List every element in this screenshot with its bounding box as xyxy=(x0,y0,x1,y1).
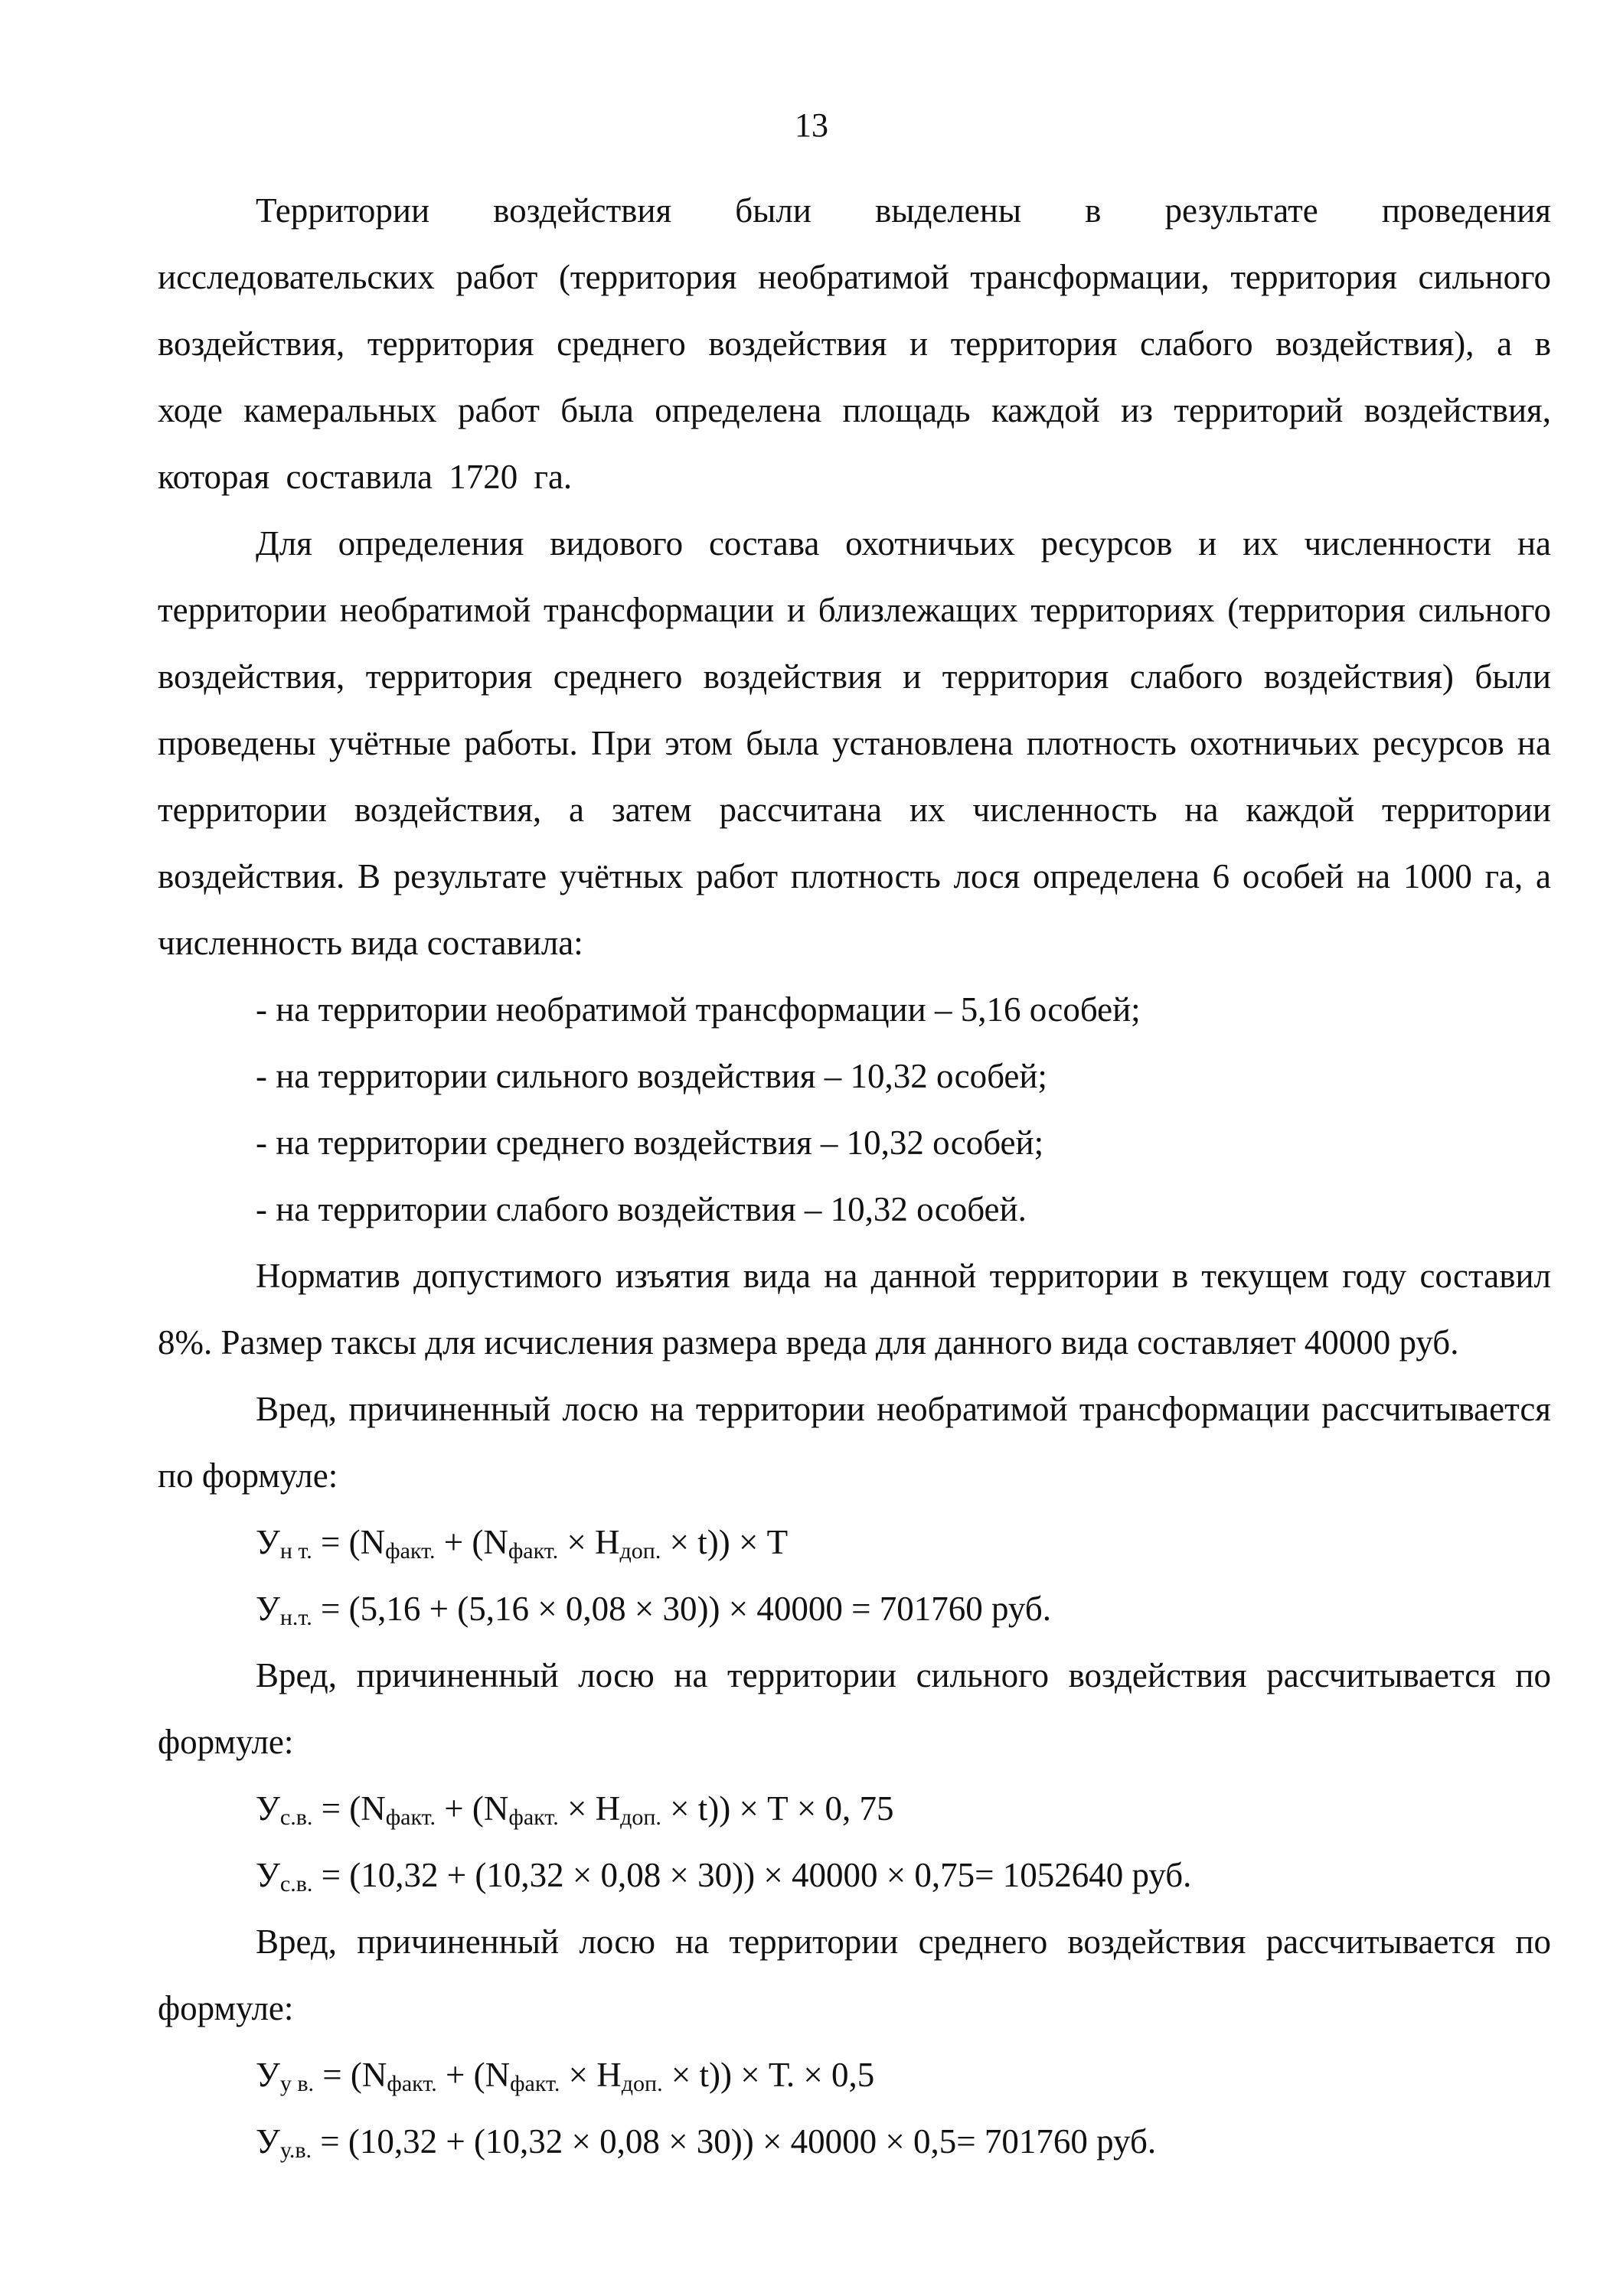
list-item: - на территории сильного воздействия – 10,32 особей; xyxy=(256,1057,1047,1095)
paragraph-norm: Норматив допустимого изъятия вида на данной территории в текущем году составил 8%. Размер таксы для исчисления размера вреда для данного вида составляет 40000 руб. xyxy=(158,1257,1551,1362)
population-list xyxy=(158,977,1551,1243)
list-item: - на территории необратимой трансформации – 5,16 особей; xyxy=(256,990,1141,1029)
formula-strong-calc: $У_{с.в.} = (10,32 + (10,32 \times 0,08 \times 30)) \times 40000 \times 0,75= 1052640$ руб. xyxy=(256,1856,1192,1896)
formula-medium-calc: $У_{у.в.} = (10,32 + (10,32 \times 0,08 \times 30)) \times 40000 \times 0,5= 701760$ руб. xyxy=(256,2122,1157,2163)
formula-irreversible: $У_{н т.} = (N_{факт.} + (N_{факт.} \times Н_{доп.} \times t)) \times Т$ xyxy=(256,1523,789,1564)
document-body xyxy=(158,178,1551,2175)
formula-medium: $У_{у в.} = (N_{факт.} + (N_{факт.} \times Н_{доп.} \times t)) \times Т$. × 0,5 xyxy=(256,2056,875,2096)
paragraph-harm-strong: Вред, причиненный лосю на территории сильного воздействия рассчитывается по формуле: xyxy=(158,1656,1551,1761)
list-item: - на территории слабого воздействия – 10,32 особей. xyxy=(256,1190,1027,1228)
formula-irreversible-calc: $У_{н.т.} = (5,16 + (5,16 \times 0,08 \times 30)) \times 40000 = 701760$ руб. xyxy=(256,1590,1051,1630)
formula-strong: $У_{с.в.} = (N_{факт.} + (N_{факт.} \times Н_{доп.} \times t)) \times Т \times 0$, 75 xyxy=(256,1789,894,1830)
page-number: 13 xyxy=(795,106,828,144)
paragraph-harm-irreversible: Вред, причиненный лосю на территории необратимой трансформации рассчитывается по формуле: xyxy=(158,1390,1551,1495)
paragraph-territories: Территории воздействия были выделены в результате проведения исследовательских работ (территория необратимой трансформации, территория сильного воздействия, территория среднего воздействия и территория слабого воздействия), а в ходе камеральных работ была определена площадь каждой из территорий воздействия, которая составила 1720 га. xyxy=(158,191,1551,496)
paragraph-harm-medium: Вред, причиненный лосю на территории среднего воздействия рассчитывается по формуле: xyxy=(158,1923,1551,2027)
list-item: - на территории среднего воздействия – 10,32 особей; xyxy=(256,1124,1044,1162)
paragraph-species-count: Для определения видового состава охотничьих ресурсов и их численности на территории необратимой трансформации и близлежащих территориях (территория сильного воздействия, территория среднего воздействия и территория слабого воздействия) были проведены учётные работы. При этом была установлена плотность охотничьих ресурсов на территории воздействия, а затем рассчитана их численность на каждой территории воздействия. В результате учётных работ плотность лося определена 6 особей на 1000 га, а численность вида составила: xyxy=(158,524,1551,962)
